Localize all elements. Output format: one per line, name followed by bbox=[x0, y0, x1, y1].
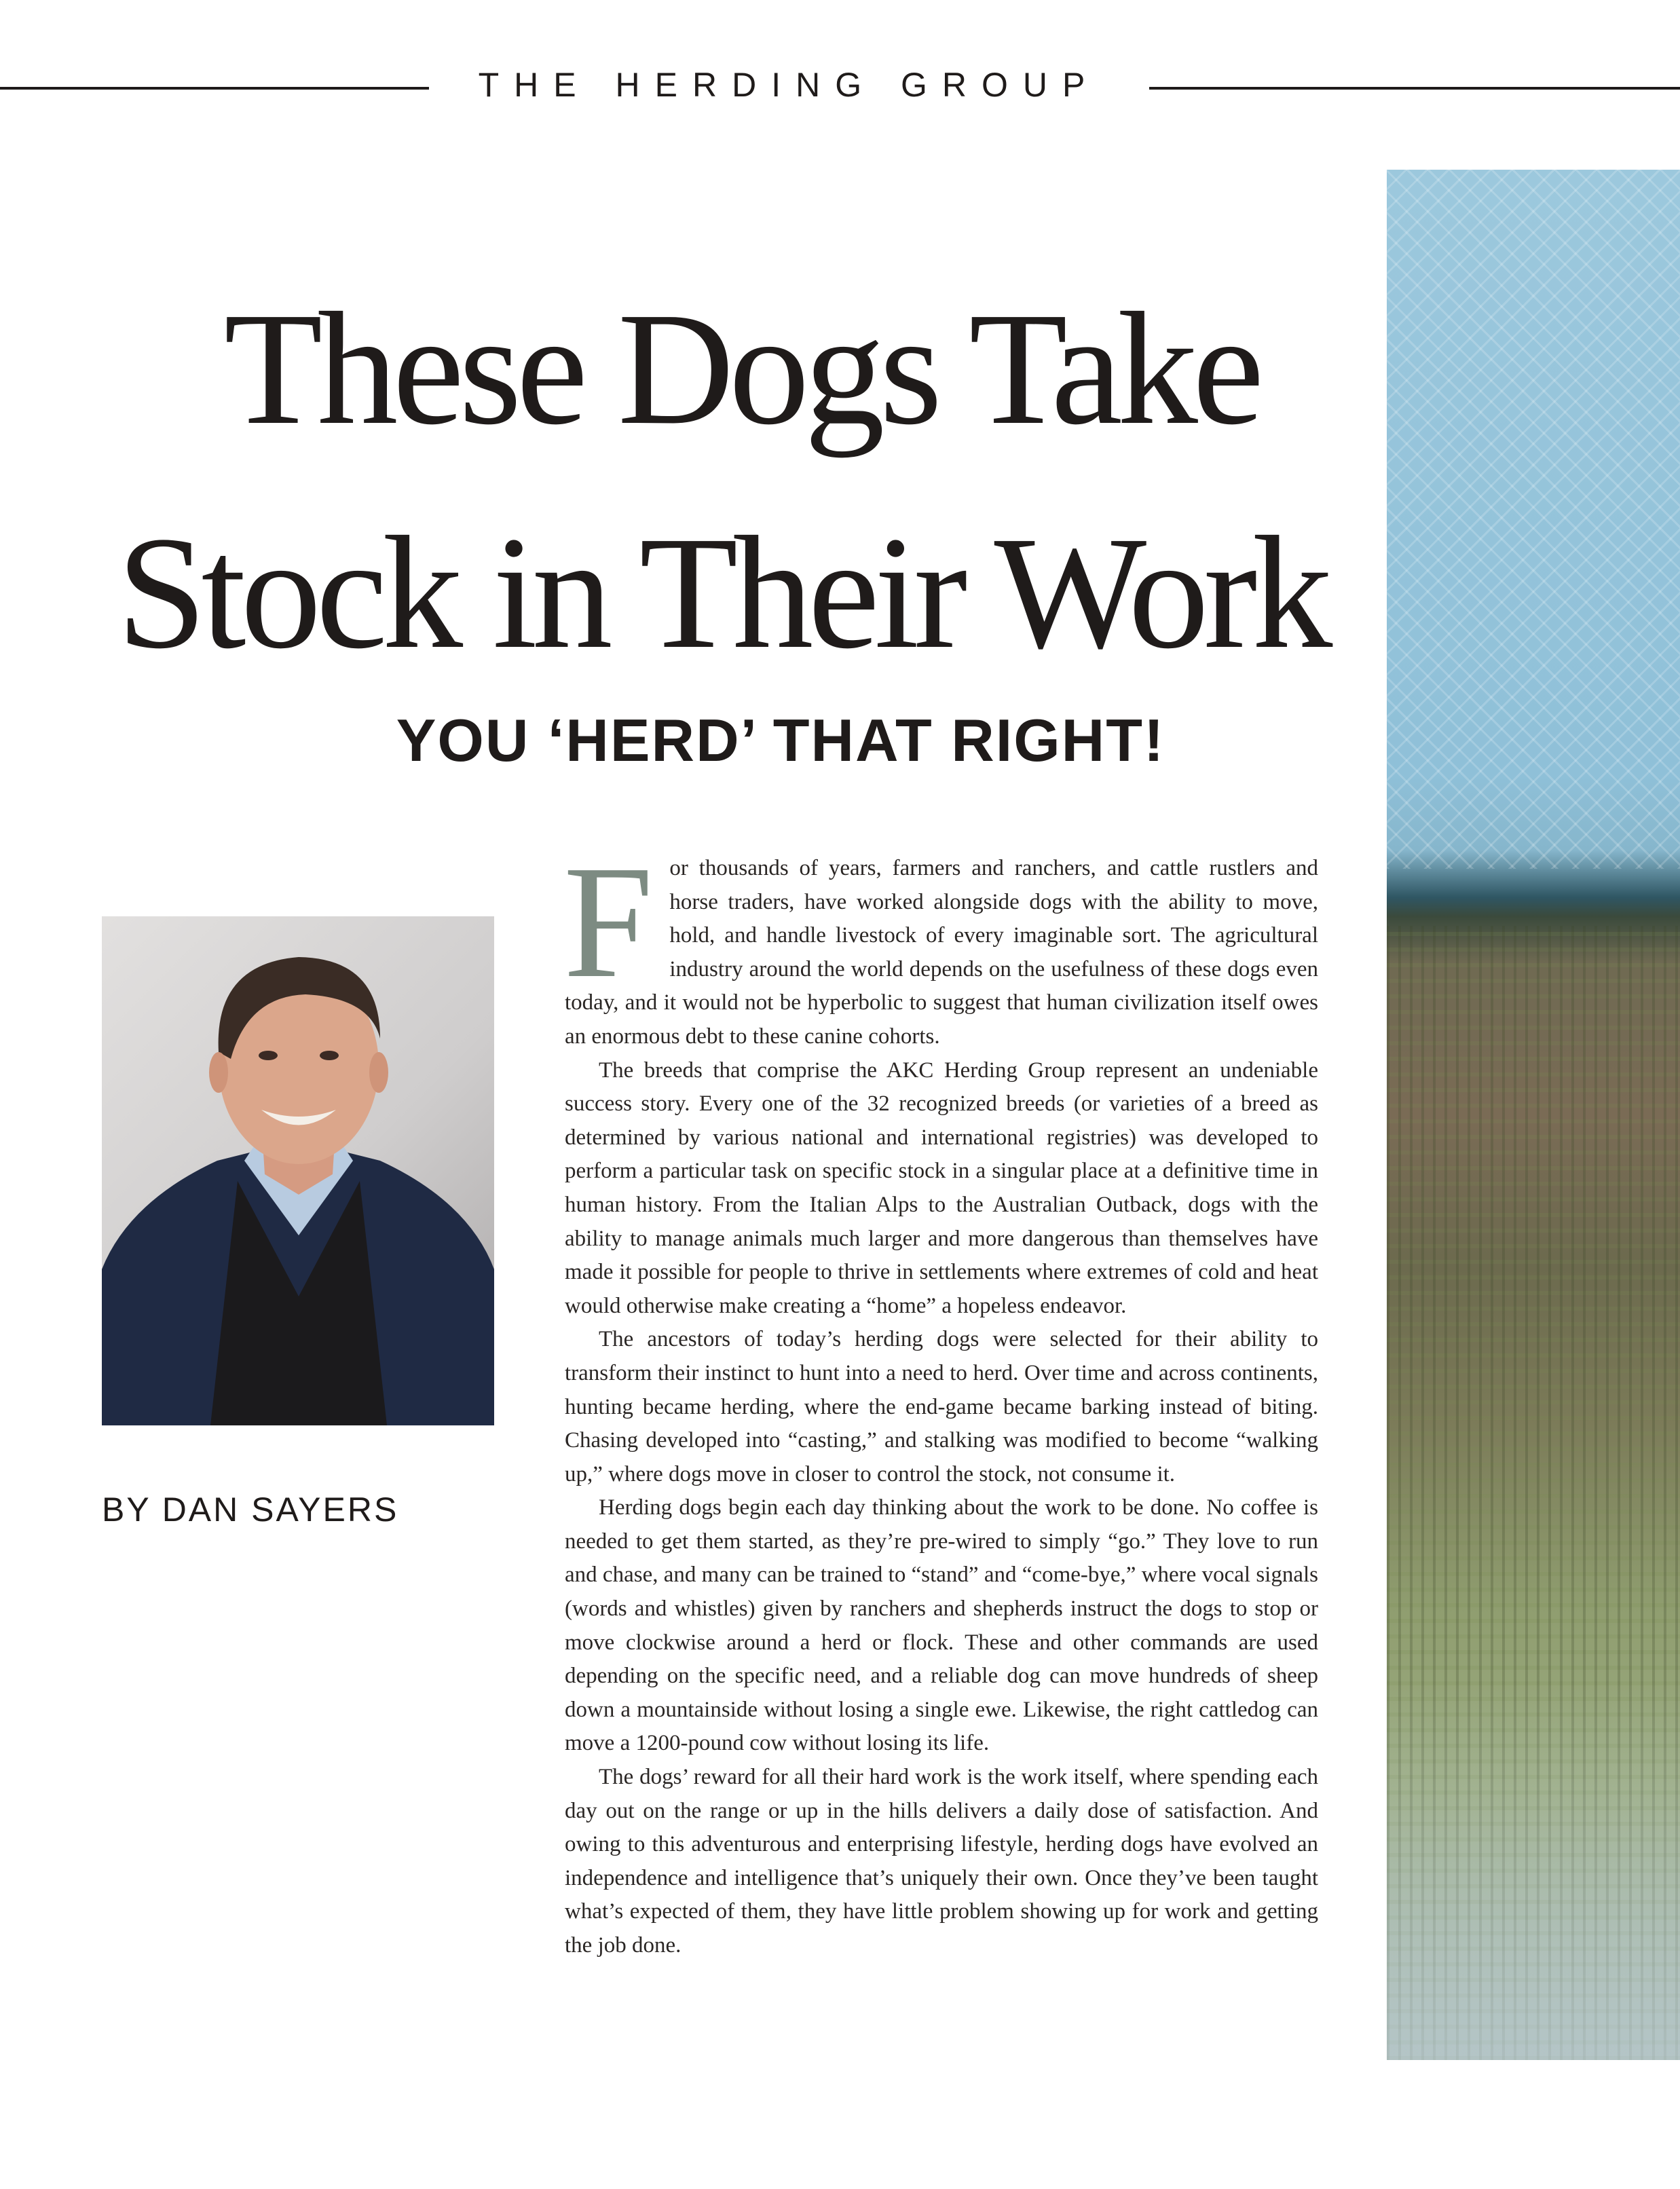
author-portrait-illustration bbox=[102, 916, 494, 1425]
header-rule-left bbox=[0, 87, 429, 90]
body-paragraph-2: The breeds that comprise the AKC Herding Group represent an undeniable success story. Every one of the 32 recognized breeds (or varieties of a breed as determined by various national and international registries) was developed to perform a particular task on specific stock in a singular place at a definitive time in human history. From the Italian Alps to the Australian Outback, dogs with the ability to manage animals much larger and more dangerous than themselves have made it possible for people to thrive in settlements where extremes of cold and heat would otherwise make creating a “home” a hopeless endeavor. bbox=[565, 1058, 1318, 1318]
article-body bbox=[563, 833, 1318, 1963]
article-title-line-2: Stock in Their Work bbox=[117, 504, 1328, 682]
article-title-line-1: These Dogs Take bbox=[224, 280, 1259, 458]
article-subtitle: YOU ‘HERD’ THAT RIGHT! bbox=[396, 707, 1165, 774]
herding-field-photo bbox=[1387, 170, 1680, 2060]
body-paragraph-5: The dogs’ reward for all their hard work is the work itself, where spending each day out on the range or up in the hills delivers a daily dose of satisfaction. And owing to this adventurous and enterprising lifestyle, herding dogs have evolved an independence and intelligence that’s uniquely their own. Once they’ve been taught what’s expected of them, they have little problem showing up for work and getting the job done. bbox=[565, 1765, 1318, 1958]
drop-cap: F bbox=[563, 833, 654, 1011]
body-paragraph-1 bbox=[563, 833, 1318, 1054]
header-rule-right bbox=[1149, 87, 1680, 90]
body-paragraph-4: Herding dogs begin each day thinking about the work to be done. No coffee is needed to get them started, as they’re pre-wired to simply “go.” They love to run and chase, and many can be trained to “stand” and “come-bye,” where vocal signals (words and whistles) given by ranchers and shepherds instruct the dogs to stop or move clockwise around a herd or flock. These and other commands are used depending on the specific need, and a reliable dog can move hundreds of sheep down a mountainside without losing a single ewe. Likewise, the right cattledog can move a 1200-pound cow without losing its life. bbox=[565, 1495, 1318, 1756]
body-paragraph-3: The ancestors of today’s herding dogs were selected for their ability to transform their instinct to hunt into a need to herd. Over time and across continents, hunting became herding, where the end-game became barking instead of biting. Chasing developed into “casting,” and stalking was modified to become “walking up,” where dogs move in closer to control the stock, not consume it. bbox=[565, 1327, 1318, 1486]
author-portrait bbox=[102, 916, 494, 1425]
body-paragraph-1-text: or thousands of years, farmers and ranchers, and cattle rustlers and horse traders, have worked alongside dogs with the ability to move, hold, and handle livestock of every imaginable sort. The agricultural industry around the world depends on the usefulness of these dogs even today, and it would not be hyperbolic to suggest that human civilization itself owes an enormous debt to these canine cohorts. bbox=[565, 856, 1318, 1049]
section-label: THE HERDING GROUP bbox=[478, 66, 1100, 104]
photo-fade bbox=[1387, 1682, 1680, 2060]
author-byline: BY DAN SAYERS bbox=[102, 1491, 399, 1529]
